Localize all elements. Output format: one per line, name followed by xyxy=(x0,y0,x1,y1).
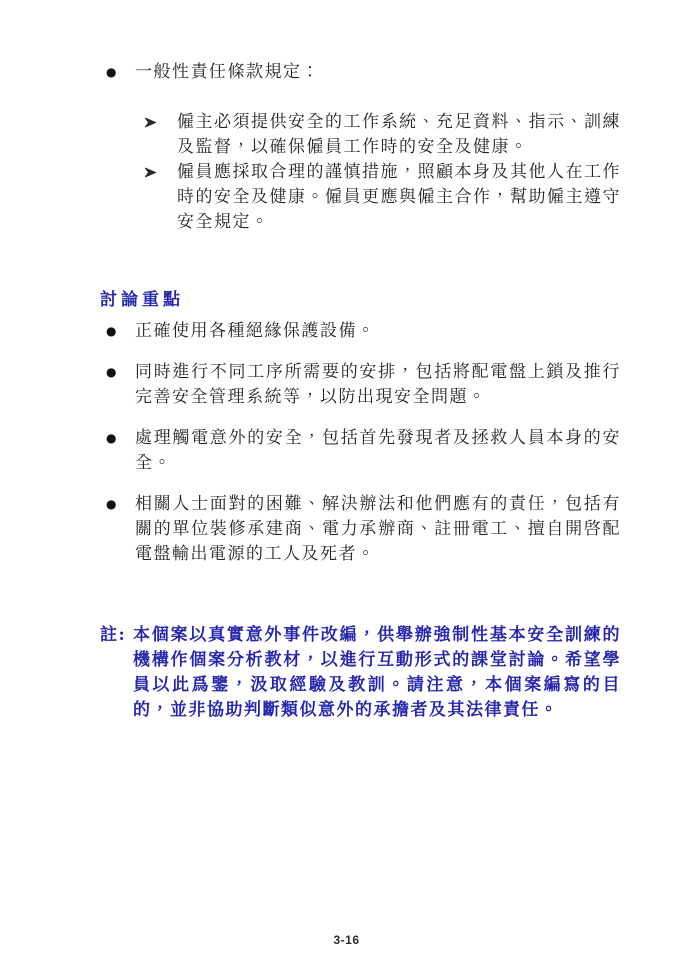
editor-note xyxy=(100,623,621,723)
list-item xyxy=(100,319,621,344)
general-clause-item xyxy=(100,60,621,85)
sub-item-text: 僱主必須提供安全的工作系統、充足資料、指示、訓練及監督，以確保僱員工作時的安全及健康。 xyxy=(177,112,621,157)
discussion-item-text: 相關人士面對的困難、解決辦法和他們應有的責任，包括有關的單位裝修承建商、電力承辦商、註冊電工、擅自開啓配電盤輸出電源的工人及死者。 xyxy=(135,494,621,564)
list-item xyxy=(144,160,621,235)
discussion-item-text: 正確使用各種絕緣保護設備。 xyxy=(135,321,376,341)
arrowhead-right-icon xyxy=(144,110,177,129)
sub-item-text: 僱員應採取合理的謹慎措施，照顧本身及其他人在工作時的安全及健康。僱員更應與僱主合作，幫助僱主遵守安全規定。 xyxy=(177,162,621,232)
page-content xyxy=(100,0,621,723)
discussion-item-text: 同時進行不同工序所需要的安排，包括將配電盤上鎖及推行完善安全管理系統等，以防出現安全問題。 xyxy=(135,362,621,407)
list-item xyxy=(100,492,621,567)
list-item xyxy=(100,426,621,476)
discussion-item-text: 處理觸電意外的安全，包括首先發現者及拯救人員本身的安全。 xyxy=(135,428,621,473)
page-number: 3-16 xyxy=(333,933,360,947)
bullet-dot-icon: ● xyxy=(106,497,117,511)
bullet-dot-icon: ● xyxy=(106,365,117,379)
note-text: 本個案以真實意外事件改編，供舉辦強制性基本安全訓練的機構作個案分析教材，以進行互動形式的課堂討論。希望學員以此爲鑒，汲取經驗及教訓。請注意，本個案編寫的目的，並非協助判斷類似意外的承擔者及其法律責任。 xyxy=(133,625,621,720)
general-clause-sublist xyxy=(144,110,621,235)
note-label: 註: xyxy=(100,625,127,645)
discussion-heading: 討論重點 xyxy=(100,290,184,310)
bullet-dot-icon: ● xyxy=(106,324,117,338)
list-item xyxy=(100,360,621,410)
bullet-dot-icon: ● xyxy=(106,65,117,79)
bullet-dot-icon: ● xyxy=(106,431,117,445)
general-clause-title: 一般性責任條款規定： xyxy=(135,62,320,82)
list-item xyxy=(144,110,621,160)
arrowhead-right-icon xyxy=(144,160,177,179)
